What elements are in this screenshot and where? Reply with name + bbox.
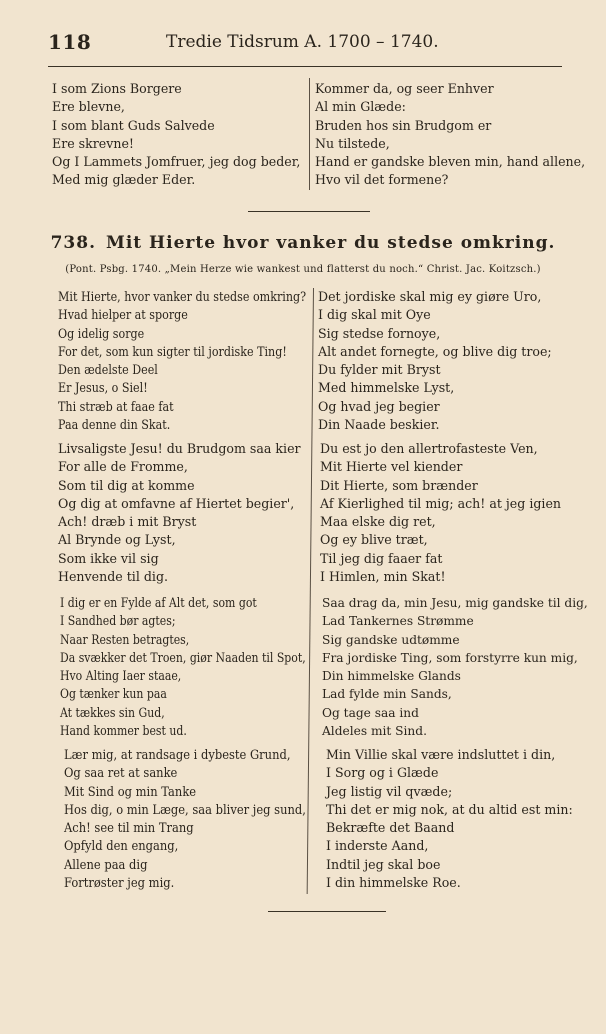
- verse-line: Saa drag da, min Jesu, mig gandske til dig,: [322, 596, 588, 610]
- verse-line: Hos dig, o min Læge, saa bliver jeg sund,: [64, 801, 306, 817]
- verse-line: Med himmelske Lyst,: [318, 380, 455, 396]
- verse-line: Sig gandske udtømme: [322, 632, 460, 647]
- verse-line: Nu tilstede,: [315, 135, 390, 151]
- hymn-source: (Pont. Psbg. 1740. „Mein Herze wie wankest und flatterst du noch.“ Christ. Jac. Koitzsch.): [65, 264, 541, 275]
- verse-line: Al min Glæde:: [315, 99, 406, 115]
- verse-line: For det, som kun sigter til jordiske Ting!: [58, 343, 287, 359]
- hymn-number: 738.: [50, 233, 96, 253]
- verse-line: Maa elske dig ret,: [320, 514, 436, 530]
- verse-line: Hand kommer best ud.: [60, 723, 187, 739]
- verse-line: Thi det er mig nok, at du altid est min:: [326, 801, 573, 817]
- top-stanza-left: [52, 80, 300, 190]
- stanza-2-left: [58, 440, 301, 586]
- verse-line: Mit Hierte vel kiender: [320, 459, 463, 475]
- verse-line: Hand er gandske bleven min, hand allene,: [315, 154, 586, 170]
- verse-line: Og saa ret at sanke: [64, 765, 178, 781]
- verse-line: Af Kierlighed til mig; ach! at jeg igien: [320, 495, 562, 511]
- verse-line: Som ikke vil sig: [58, 550, 159, 566]
- verse-line: Bruden hos sin Brudgom er: [315, 117, 492, 133]
- running-head: Tredie Tidsrum A. 1700 – 1740.: [166, 32, 439, 52]
- verse-line: Paa denne din Skat.: [58, 417, 171, 433]
- stanza-1-right: [318, 288, 552, 434]
- verse-line: I Himlen, min Skat!: [320, 569, 446, 585]
- hymn-title: Mit Hierte hvor vanker du stedse omkring.: [106, 233, 556, 253]
- verse-line: Og I Lammets Jomfruer, jeg dog beder,: [52, 154, 301, 170]
- verse-line: Jeg listig vil qvæde;: [326, 783, 453, 799]
- verse-line: Hvo Alting Iaer staae,: [60, 668, 182, 684]
- verse-line: Aldeles mit Sind.: [322, 724, 427, 739]
- section-separator: [248, 211, 370, 212]
- verse-line: Naar Resten betragtes,: [60, 631, 190, 647]
- verse-line: Livsaligste Jesu! du Brudgom saa kier: [58, 441, 301, 456]
- top-stanza-right: [315, 80, 585, 190]
- verse-line: Bekræfte det Baand: [326, 820, 455, 836]
- verse-line: At tækkes sin Gud,: [60, 704, 165, 720]
- end-separator: [268, 911, 386, 912]
- stanza-3-right: [322, 594, 588, 740]
- verse-line: Hvad hielper at sporge: [58, 307, 188, 323]
- verse-line: Henvende til dig.: [58, 569, 169, 585]
- verse-line: Sig stedse fornoye,: [318, 325, 441, 341]
- header-rule: [48, 66, 562, 67]
- verse-line: Min Villie skal være indsluttet i din,: [326, 747, 556, 762]
- verse-line: Allene paa dig: [64, 856, 148, 872]
- verse-line: Det jordiske skal mig ey giøre Uro,: [318, 289, 542, 304]
- stanza-2-right: [320, 440, 561, 586]
- verse-line: Du fylder mit Bryst: [318, 362, 441, 378]
- verse-line: Fra jordiske Ting, som forstyrre kun mig,: [322, 650, 578, 665]
- verse-line: I som Zions Borgere: [52, 81, 182, 96]
- verse-line: Og tænker kun paa: [60, 686, 167, 702]
- verse-line: Du est jo den allertrofasteste Ven,: [320, 441, 538, 456]
- verse-line: I dig er en Fylde af Alt det, som got: [60, 595, 257, 610]
- verse-line: I din himmelske Roe.: [326, 875, 461, 891]
- verse-line: I Sandhed bør agtes;: [60, 613, 176, 629]
- verse-line: Opfyld den engang,: [64, 838, 179, 854]
- verse-line: Lad Tankernes Strømme: [322, 614, 474, 629]
- verse-line: Ach! see til min Trang: [64, 820, 194, 836]
- stanza-3-left: [60, 594, 344, 740]
- hymn-heading: [0, 233, 606, 253]
- verse-line: I som blant Guds Salvede: [52, 117, 215, 133]
- verse-line: Med mig glæder Eder.: [52, 172, 196, 188]
- verse-line: Og tage saa ind: [322, 705, 419, 720]
- verse-line: Og idelig sorge: [58, 325, 145, 341]
- page-number: 118: [48, 30, 92, 54]
- verse-line: Din himmelske Glands: [322, 669, 461, 684]
- stanza-4-right: [326, 746, 573, 892]
- verse-line: Til jeg dig faaer fat: [320, 550, 443, 566]
- verse-line: Lad fylde min Sands,: [322, 687, 452, 702]
- verse-line: Er Jesus, o Siel!: [58, 380, 148, 396]
- verse-line: Som til dig at komme: [58, 477, 195, 493]
- verse-line: Da svækker det Troen, giør Naaden til Spot,: [60, 649, 306, 665]
- verse-line: Alt andet fornegte, og blive dig troe;: [318, 343, 552, 359]
- verse-line: Og dig at omfavne af Hiertet begier',: [58, 495, 295, 511]
- verse-line: Mit Hierte, hvor vanker du stedse omkring?: [58, 289, 307, 304]
- verse-line: Og ey blive træt,: [320, 532, 428, 548]
- verse-line: I Sorg og i Glæde: [326, 765, 439, 781]
- verse-line: Dit Hierte, som brænder: [320, 477, 478, 493]
- stanza-4-left: [64, 746, 329, 892]
- verse-line: Mit Sind og min Tanke: [64, 783, 197, 799]
- verse-line: Fortrøster jeg mig.: [64, 875, 175, 891]
- page-header: [48, 30, 568, 56]
- verse-line: Din Naade beskier.: [318, 417, 440, 433]
- verse-line: Ere skrevne!: [52, 135, 134, 151]
- stanza-1-left: [58, 288, 339, 434]
- verse-line: For alle de Fromme,: [58, 459, 188, 475]
- verse-line: Al Brynde og Lyst,: [58, 532, 176, 548]
- verse-line: Lær mig, at randsage i dybeste Grund,: [64, 747, 291, 762]
- column-divider: [309, 78, 310, 190]
- verse-line: Kommer da, og seer Enhver: [315, 81, 494, 96]
- verse-line: Den ædelste Deel: [58, 362, 158, 378]
- verse-line: Ere blevne,: [52, 99, 125, 115]
- verse-line: Ach! dræb i mit Bryst: [58, 514, 197, 530]
- verse-line: I inderste Aand,: [326, 838, 429, 854]
- verse-line: Hvo vil det formene?: [315, 172, 449, 188]
- verse-line: Thi stræb at faae fat: [58, 398, 174, 414]
- verse-line: Indtil jeg skal boe: [326, 856, 441, 872]
- verse-line: Og hvad jeg begier: [318, 398, 440, 414]
- verse-line: I dig skal mit Oye: [318, 307, 431, 323]
